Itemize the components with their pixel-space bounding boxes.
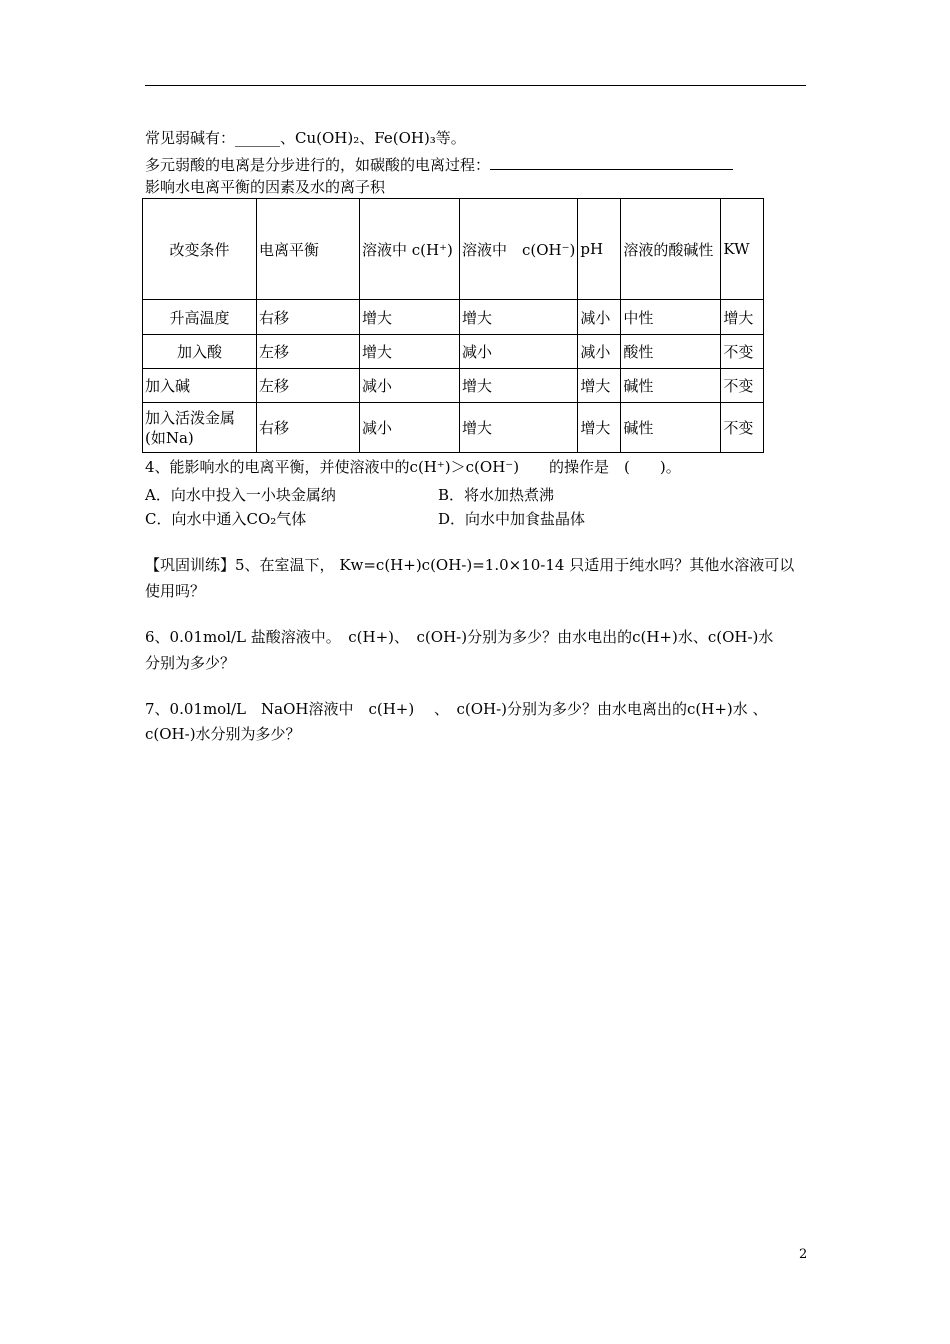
table-cell: 减小	[360, 403, 460, 453]
table-cell: 增大	[460, 300, 578, 335]
polyacid-line	[145, 155, 733, 175]
table-cell: 增大	[578, 369, 621, 403]
question-4-option-b: B．将水加热煮沸	[438, 486, 555, 504]
header-rule	[145, 85, 806, 86]
table-cell: 增大	[460, 369, 578, 403]
question-7-line-1: 7、0.01mol/L NaOH溶液中 c(H+) 、 c(OH-)分别为多少？由水电离出的c(H+)水 、	[145, 700, 768, 718]
table-cell: 增大	[721, 300, 764, 335]
table-row	[143, 369, 764, 403]
weak-base-blank: ______	[235, 129, 281, 147]
table-cell: 增大	[360, 300, 460, 335]
table-row	[143, 300, 764, 335]
table-cell: 右移	[257, 403, 360, 453]
table-cell: 左移	[257, 369, 360, 403]
header-cell: 溶液的酸碱性	[621, 199, 721, 300]
section-heading-text: 影响水电离平衡的因素及水的离子积	[145, 178, 386, 196]
table-cell: 升高温度	[143, 300, 257, 335]
section-heading	[145, 177, 385, 197]
table-cell: 碱性	[621, 403, 721, 453]
carbonic-acid-answer-blank	[490, 155, 733, 170]
question-6-line-1: 6、0.01mol/L 盐酸溶液中。 c(H+)、 c(OH-)分别为多少？由水电出的c(H+)水、c(OH-)水	[145, 628, 774, 646]
table-cell: 酸性	[621, 335, 721, 369]
table-cell: 加入碱	[143, 369, 257, 403]
table-cell: 减小	[460, 335, 578, 369]
question-4-option-d: D．向水中加食盐晶体	[438, 510, 586, 528]
table-cell: 不变	[721, 369, 764, 403]
question-5-line-1: 【巩固训练】5、在室温下， Kw=c(H+)c(OH-)=1.0×10-14 只适用于纯水吗？其他水溶液可以	[145, 556, 795, 574]
ionization-factors-table	[142, 198, 764, 453]
question-7-line-2: c(OH-)水分别为多少？	[145, 725, 301, 743]
question-4-option-c: C．向水中通入CO₂气体	[145, 510, 307, 528]
table-cell: 增大	[360, 335, 460, 369]
table-cell: 减小	[360, 369, 460, 403]
table-row	[143, 335, 764, 369]
header-cell: 溶液中 c(H⁺)	[360, 199, 460, 300]
weak-base-examples: 、Cu(OH)₂、Fe(OH)₃等。	[280, 129, 466, 147]
table-header-row	[143, 199, 764, 300]
header-cell: KW	[721, 199, 764, 300]
question-4-option-a: A．向水中投入一小块金属纳	[145, 486, 336, 504]
table-cell: 减小	[578, 335, 621, 369]
table-cell: 右移	[257, 300, 360, 335]
table-cell: 碱性	[621, 369, 721, 403]
header-cell: 改变条件	[143, 199, 257, 300]
table-cell: 增大	[460, 403, 578, 453]
header-cell: 溶液中 c(OH⁻)	[460, 199, 578, 300]
table-cell: 增大	[578, 403, 621, 453]
table-cell: 加入酸	[143, 335, 257, 369]
table-cell: 中性	[621, 300, 721, 335]
table-cell: 加入活泼金属(如Na)	[143, 403, 257, 453]
header-cell: 电离平衡	[257, 199, 360, 300]
weak-base-line	[145, 128, 466, 148]
weak-base-text: 常见弱碱有：	[145, 129, 236, 147]
question-5-line-2: 使用吗？	[145, 582, 206, 600]
question-4-stem: 4、能影响水的电离平衡，并使溶液中的c(H⁺)＞c(OH⁻) 的操作是 ( )。	[145, 458, 681, 476]
table-cell: 不变	[721, 335, 764, 369]
table-cell: 左移	[257, 335, 360, 369]
question-6-line-2: 分别为多少？	[145, 654, 236, 672]
page-number: 2	[799, 1247, 808, 1262]
table-cell: 不变	[721, 403, 764, 453]
table-row	[143, 403, 764, 453]
table-cell: 减小	[578, 300, 621, 335]
polyacid-text: 多元弱酸的电离是分步进行的，如碳酸的电离过程：	[145, 156, 491, 174]
header-cell: pH	[578, 199, 621, 300]
